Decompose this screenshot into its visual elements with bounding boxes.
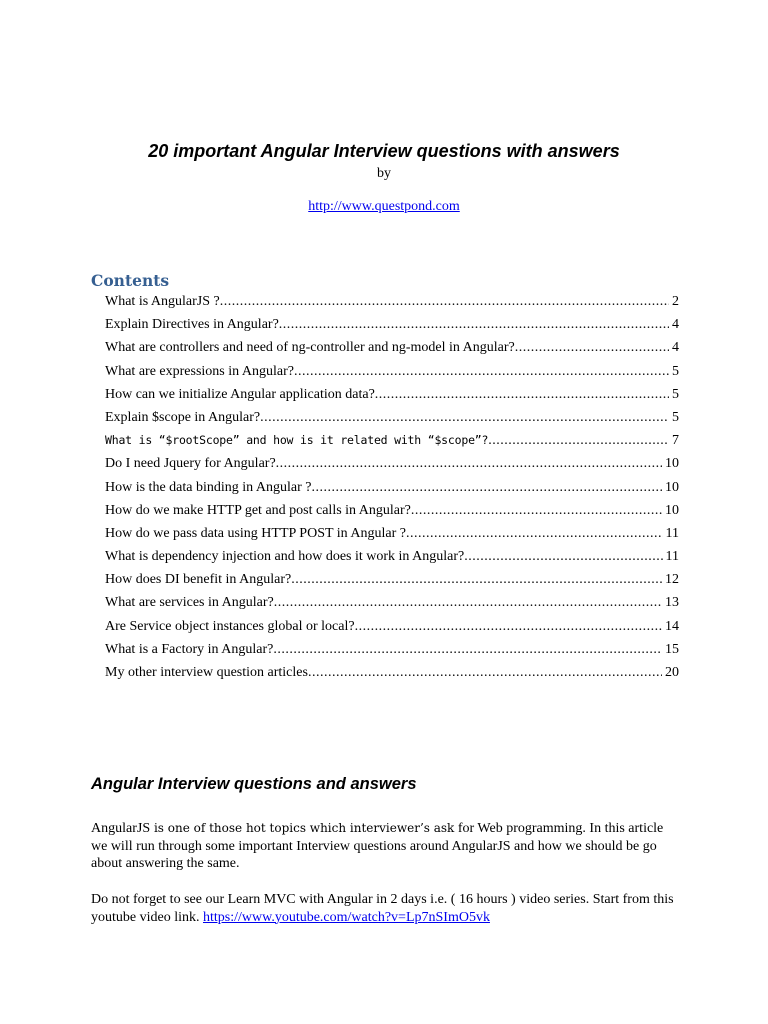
- toc-dot-leader: [220, 294, 669, 310]
- toc-entry-page: 11: [665, 525, 679, 541]
- toc-entry[interactable]: [105, 294, 679, 317]
- toc-entry[interactable]: [105, 387, 679, 410]
- toc-dot-leader: [274, 595, 662, 611]
- toc-entry-page: 15: [665, 641, 679, 657]
- video-paragraph-text: Do not forget to see our Learn MVC with Angular in 2 days i.e. ( 16 hours ) video series. Start from this youtube video link.: [91, 892, 674, 925]
- table-of-contents: [105, 294, 679, 688]
- toc-entry[interactable]: [105, 595, 679, 618]
- toc-entry-page: 20: [665, 665, 679, 680]
- toc-entry[interactable]: [105, 503, 679, 526]
- toc-entry[interactable]: [105, 619, 679, 642]
- toc-entry-title: How do we pass data using HTTP POST in Angular ?: [105, 525, 406, 541]
- intro-paragraph: [91, 820, 681, 873]
- toc-entry-title: Do I need Jquery for Angular?: [105, 456, 276, 472]
- toc-entry-title: What is a Factory in Angular?: [105, 641, 274, 657]
- toc-entry[interactable]: [105, 549, 679, 572]
- toc-entry-title: Explain $scope in Angular?: [105, 409, 261, 425]
- document-byline: by: [377, 166, 391, 181]
- toc-entry-page: 11: [665, 549, 679, 565]
- toc-entry-page: 4: [672, 317, 679, 333]
- toc-entry-title: My other interview question articles: [105, 665, 308, 680]
- youtube-video-link[interactable]: https://www.youtube.com/watch?v=Lp7nSImO5vk: [203, 909, 490, 925]
- intro-paragraph-start: AngularJS: [91, 821, 151, 836]
- toc-entry-title: What is AngularJS ?: [105, 294, 220, 309]
- toc-dot-leader: [308, 665, 662, 681]
- toc-entry-title: What are services in Angular?: [105, 595, 274, 611]
- toc-dot-leader: [515, 340, 669, 356]
- toc-entry-page: 5: [672, 386, 679, 402]
- toc-entry[interactable]: [105, 526, 679, 549]
- toc-dot-leader: [260, 410, 669, 426]
- toc-entry-page: 5: [672, 409, 679, 425]
- toc-dot-leader: [464, 549, 662, 565]
- section-heading: Angular Interview questions and answers: [91, 775, 417, 793]
- toc-dot-leader: [311, 480, 662, 496]
- toc-entry-title: How is the data binding in Angular ?: [105, 479, 312, 495]
- video-paragraph: [91, 891, 681, 926]
- toc-entry-page: 13: [665, 595, 679, 611]
- toc-entry[interactable]: [105, 456, 679, 479]
- toc-entry-title: How can we initialize Angular application data?: [105, 386, 375, 402]
- toc-entry-page: 12: [665, 572, 679, 588]
- intro-paragraph-mixed: is one of those hot topics which interviewer’s ask: [150, 821, 455, 835]
- author-link-line: [0, 199, 768, 215]
- toc-dot-leader: [276, 456, 662, 472]
- toc-dot-leader: [279, 317, 669, 333]
- toc-entry-page: 10: [665, 502, 679, 518]
- toc-entry[interactable]: [105, 572, 679, 595]
- toc-entry-title: How do we make HTTP get and post calls in Angular?: [105, 502, 411, 518]
- toc-dot-leader: [411, 503, 662, 519]
- toc-dot-leader: [273, 642, 662, 658]
- toc-entry-page: 2: [672, 294, 679, 309]
- toc-entry-title: What are expressions in Angular?: [105, 363, 294, 379]
- toc-entry-page: 5: [672, 363, 679, 379]
- document-title: 20 important Angular Interview questions with answers: [148, 141, 620, 161]
- toc-entry[interactable]: [105, 433, 679, 456]
- toc-entry-title: What is dependency injection and how does it work in Angular?: [105, 549, 465, 565]
- toc-dot-leader: [355, 619, 662, 635]
- toc-dot-leader: [294, 364, 669, 380]
- toc-dot-leader: [375, 387, 669, 403]
- toc-entry-title: What is “$rootScope” and how is it related with “$scope”?: [105, 433, 489, 448]
- toc-entry-title: What are controllers and need of ng-controller and ng-model in Angular?: [105, 340, 515, 356]
- toc-entry[interactable]: [105, 340, 679, 363]
- toc-entry[interactable]: [105, 642, 679, 665]
- toc-entry-page: 14: [665, 618, 679, 634]
- toc-entry-page: 7: [672, 433, 679, 449]
- author-link[interactable]: http://www.questpond.com: [308, 199, 460, 214]
- toc-entry-page: 10: [665, 479, 679, 495]
- toc-entry[interactable]: [105, 364, 679, 387]
- toc-entry[interactable]: [105, 480, 679, 503]
- toc-dot-leader: [488, 433, 669, 449]
- intro-paragraph-rest: for Web programming. In this article we will run through some important Interview questions around AngularJS and how we should be go about answering the same.: [91, 821, 664, 871]
- toc-entry[interactable]: [105, 665, 679, 688]
- toc-entry-title: Explain Directives in Angular?: [105, 317, 279, 333]
- toc-entry-page: 4: [672, 340, 679, 356]
- toc-entry[interactable]: [105, 410, 679, 433]
- toc-entry[interactable]: [105, 317, 679, 340]
- toc-dot-leader: [291, 572, 662, 588]
- toc-entry-title: How does DI benefit in Angular?: [105, 572, 292, 588]
- contents-heading: Contents: [91, 271, 170, 290]
- toc-entry-page: 10: [665, 456, 679, 472]
- toc-entry-title: Are Service object instances global or local?: [105, 618, 355, 634]
- toc-dot-leader: [406, 526, 663, 542]
